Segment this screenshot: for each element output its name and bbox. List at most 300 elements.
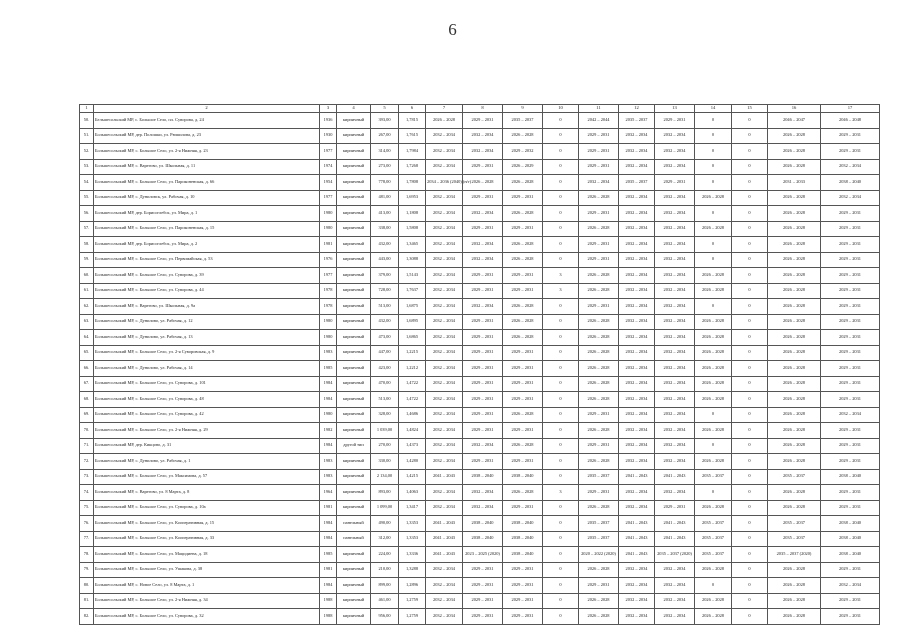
- table-cell: 65.: [80, 345, 94, 361]
- table-cell: 1,2212: [399, 361, 426, 377]
- table-cell: 2032 – 2034: [579, 175, 619, 191]
- table-cell: 0: [543, 392, 579, 408]
- address-cell: Большесольский МР, с. Большое Село, ул. Суворова, д. 101: [94, 376, 320, 392]
- table-cell: 1,2759: [399, 609, 426, 625]
- table-cell: 1982: [320, 423, 337, 439]
- table-cell: 2042 – 2044: [579, 113, 619, 129]
- table-cell: кирпичный: [337, 469, 371, 485]
- table-cell: 78.: [80, 547, 94, 563]
- table-cell: 267,00: [371, 128, 399, 144]
- table-cell: 2029 – 2031: [821, 314, 880, 330]
- table-cell: 2026 – 2028: [503, 314, 543, 330]
- table-cell: 2032 – 2034: [426, 314, 463, 330]
- table-row: [80, 190, 880, 206]
- table-cell: 0: [543, 578, 579, 594]
- table-cell: 2032 – 2034: [655, 609, 695, 625]
- table-cell: кирпичный: [337, 113, 371, 129]
- table-cell: 2029 – 2031: [579, 485, 619, 501]
- table-cell: 778,00: [371, 175, 399, 191]
- table-cell: 2032 – 2034: [655, 159, 695, 175]
- table-cell: 54.: [80, 175, 94, 191]
- table-cell: 1,4686: [399, 407, 426, 423]
- table-cell: 1984: [320, 392, 337, 408]
- table-cell: 447,00: [371, 345, 399, 361]
- table-cell: 2029 – 2031: [579, 438, 619, 454]
- table-row: [80, 144, 880, 160]
- table-cell: 2029 – 2031: [503, 454, 543, 470]
- table-cell: 2029 – 2031: [821, 500, 880, 516]
- table-cell: 2029 – 2031: [821, 237, 880, 253]
- address-cell: Большесольский МР, с. Большое Село, ул. Кооперативная, д. 33: [94, 531, 320, 547]
- table-cell: 328,00: [371, 407, 399, 423]
- table-cell: 2026 – 2028: [579, 423, 619, 439]
- table-cell: 0: [732, 237, 768, 253]
- table-cell: 0: [732, 330, 768, 346]
- table-cell: кирпичный: [337, 500, 371, 516]
- table-cell: кирпичный: [337, 144, 371, 160]
- address-cell: Большесольский МР, с. Большое Село, ул. Суворова, д. 44: [94, 283, 320, 299]
- table-cell: 68.: [80, 392, 94, 408]
- table-cell: 2026 – 2028: [579, 609, 619, 625]
- table-cell: 513,00: [371, 299, 399, 315]
- table-row: [80, 578, 880, 594]
- table-cell: 2029 – 2031: [821, 376, 880, 392]
- table-cell: 2032 – 2034: [821, 190, 880, 206]
- table-cell: 2032 – 2034: [619, 252, 655, 268]
- table-cell: 1984: [320, 438, 337, 454]
- table-row: [80, 531, 880, 547]
- table-cell: 379,00: [371, 268, 399, 284]
- address-cell: Большесольский МР, с. Большое Село, ул. Пароконенская, д. 66: [94, 175, 320, 191]
- table-cell: 1,6875: [399, 299, 426, 315]
- table-cell: 1,7815: [399, 113, 426, 129]
- address-cell: Большесольский МР, дер. Борисоглебск, ул. Мира, д. 1: [94, 206, 320, 222]
- table-cell: 2032 – 2034: [655, 392, 695, 408]
- table-cell: 2029 – 2031: [579, 159, 619, 175]
- table-cell: 2026 – 2028: [579, 314, 619, 330]
- table-cell: 2035 – 2037: [579, 516, 619, 532]
- table-cell: 2029 – 2031: [579, 237, 619, 253]
- table-cell: 2032 – 2034: [619, 500, 655, 516]
- table-cell: 1981: [320, 500, 337, 516]
- table-cell: 2026 – 2028: [503, 237, 543, 253]
- table-cell: 2026 – 2028: [768, 330, 821, 346]
- table-cell: 1,2896: [399, 578, 426, 594]
- address-cell: Большесольский МР, дер. Борисоглебск, ул. Мира, д. 2: [94, 237, 320, 253]
- table-cell: 2038 – 2040: [821, 469, 880, 485]
- table-cell: 2031 – 2033: [768, 175, 821, 191]
- table-cell: 2026 – 2028: [503, 252, 543, 268]
- table-row: [80, 392, 880, 408]
- table-cell: 1976: [320, 252, 337, 268]
- table-cell: 2029 – 2031: [463, 407, 503, 423]
- address-cell: Большесольский МР, с. Большое Село, ул. Максимова, д. 57: [94, 469, 320, 485]
- table-cell: 2029 – 2031: [821, 485, 880, 501]
- table-cell: 2026 – 2028: [695, 330, 732, 346]
- table-cell: 2029 – 2031: [463, 221, 503, 237]
- table-cell: 0: [543, 299, 579, 315]
- table-cell: 2032 – 2034: [619, 423, 655, 439]
- address-cell: Большесольский МР, с. Варегово, ул. Школьная, д. 11: [94, 159, 320, 175]
- table-cell: кирпичный: [337, 268, 371, 284]
- table-cell: 2032 – 2034: [426, 330, 463, 346]
- column-header: 2: [94, 105, 320, 113]
- column-header: 16: [768, 105, 821, 113]
- table-cell: 2026 – 2028: [768, 609, 821, 625]
- table-cell: 1980: [320, 407, 337, 423]
- table-cell: 2032 – 2034: [426, 361, 463, 377]
- column-header: 10: [543, 105, 579, 113]
- table-cell: 2029 – 2031: [579, 128, 619, 144]
- table-cell: 1,1808: [399, 206, 426, 222]
- table-cell: 273,00: [371, 159, 399, 175]
- table-row: [80, 268, 880, 284]
- table-cell: другой тип: [337, 438, 371, 454]
- table-cell: 0: [732, 361, 768, 377]
- table-cell: 2026 – 2028: [579, 221, 619, 237]
- table-cell: 2038 – 2040: [503, 469, 543, 485]
- address-cell: Большесольский МР, с. Большое Село, ул. Кооперативная, д. 15: [94, 516, 320, 532]
- table-cell: 0: [543, 500, 579, 516]
- table-cell: 2032 – 2034: [426, 578, 463, 594]
- table-cell: 1980: [320, 330, 337, 346]
- table-cell: 2032 – 2034: [619, 299, 655, 315]
- table-row: [80, 469, 880, 485]
- table-cell: 2026 – 2028: [768, 438, 821, 454]
- table-cell: 2032 – 2034: [619, 314, 655, 330]
- table-cell: 1984: [320, 516, 337, 532]
- table-row: [80, 283, 880, 299]
- table-cell: 2032 – 2034: [655, 345, 695, 361]
- table-cell: кирпичный: [337, 345, 371, 361]
- table-cell: 2032 – 2034: [619, 206, 655, 222]
- table-row: [80, 206, 880, 222]
- table-cell: 2032 – 2034: [619, 128, 655, 144]
- table-cell: 2032 – 2034: [655, 144, 695, 160]
- table-cell: 2035 – 2037 (2020): [768, 547, 821, 563]
- table-cell: 2026 – 2028: [579, 593, 619, 609]
- table-cell: 55.: [80, 190, 94, 206]
- table-cell: 481,00: [371, 190, 399, 206]
- table-cell: 0: [543, 206, 579, 222]
- table-cell: 1983: [320, 345, 337, 361]
- column-header: 12: [619, 105, 655, 113]
- housing-schedule-table: [79, 104, 880, 625]
- table-cell: кирпичный: [337, 330, 371, 346]
- table-cell: 2029 – 2031: [579, 578, 619, 594]
- table-cell: 74.: [80, 485, 94, 501]
- table-cell: кирпичный: [337, 547, 371, 563]
- table-cell: 513,00: [371, 392, 399, 408]
- table-cell: 2029 – 2031: [821, 361, 880, 377]
- column-header: 13: [655, 105, 695, 113]
- table-cell: 2041 – 2043: [426, 547, 463, 563]
- table-cell: 2029 – 2031: [463, 454, 503, 470]
- table-cell: 0: [732, 392, 768, 408]
- table-cell: 2026 – 2028: [579, 562, 619, 578]
- table-cell: 75.: [80, 500, 94, 516]
- table-cell: 2026 – 2028: [695, 376, 732, 392]
- table-cell: 393,00: [371, 113, 399, 129]
- table-cell: 2029 – 2031: [821, 283, 880, 299]
- table-cell: 2029 – 2031: [503, 500, 543, 516]
- table-cell: 728,00: [371, 283, 399, 299]
- table-cell: 2029 – 2031: [463, 159, 503, 175]
- table-cell: 2026 – 2028: [695, 314, 732, 330]
- table-cell: 1964: [320, 485, 337, 501]
- table-cell: 2035 – 2037: [579, 531, 619, 547]
- address-cell: Большесольский МР, с. Большое Село, ул. Первомайская, д. 53: [94, 252, 320, 268]
- table-cell: 2026 – 2028: [695, 345, 732, 361]
- table-cell: 461,00: [371, 593, 399, 609]
- table-row: [80, 438, 880, 454]
- table-cell: 2032 – 2034: [655, 190, 695, 206]
- table-cell: кирпичный: [337, 407, 371, 423]
- table-cell: 2041 – 2043: [619, 531, 655, 547]
- table-cell: 52.: [80, 144, 94, 160]
- table-cell: 2029 – 2031: [463, 268, 503, 284]
- table-row: [80, 299, 880, 315]
- table-cell: 0: [543, 547, 579, 563]
- table-cell: 2026 – 2029: [503, 159, 543, 175]
- table-cell: 57.: [80, 221, 94, 237]
- table-cell: 2038 – 2040: [463, 469, 503, 485]
- table-cell: 0: [732, 113, 768, 129]
- table-cell: 0: [543, 376, 579, 392]
- table-cell: 2029 – 2031: [463, 314, 503, 330]
- table-cell: 2032 – 2034: [426, 237, 463, 253]
- table-cell: 2032 – 2034: [619, 144, 655, 160]
- table-cell: 60.: [80, 268, 94, 284]
- column-header: 15: [732, 105, 768, 113]
- table-cell: 312,00: [371, 531, 399, 547]
- table-cell: 2026 – 2028: [579, 345, 619, 361]
- table-cell: 2038 – 2040: [463, 516, 503, 532]
- table-cell: 2029 – 2031: [463, 376, 503, 392]
- table-cell: 2029 – 2031: [463, 361, 503, 377]
- table-cell: 2032 – 2034: [426, 500, 463, 516]
- table-cell: 2026 – 2028: [768, 485, 821, 501]
- table-cell: 2026 – 2028: [768, 578, 821, 594]
- table-cell: 2035 – 2037: [619, 175, 655, 191]
- table-cell: 3: [543, 485, 579, 501]
- table-cell: 2026 – 2028: [768, 221, 821, 237]
- table-cell: 2035 – 2037: [619, 113, 655, 129]
- table-cell: 2032 – 2034: [426, 128, 463, 144]
- table-cell: 2029 – 2031: [503, 221, 543, 237]
- column-header: 4: [337, 105, 371, 113]
- table-cell: 2026 – 2028: [768, 562, 821, 578]
- table-cell: 2026 – 2028: [426, 113, 463, 129]
- table-cell: 0: [543, 531, 579, 547]
- table-cell: 1,2759: [399, 593, 426, 609]
- table-cell: 2026 – 2028: [503, 206, 543, 222]
- table-cell: 1,4063: [399, 485, 426, 501]
- table-cell: 2029 – 2031: [821, 268, 880, 284]
- table-cell: 2032 – 2034: [655, 562, 695, 578]
- table-cell: 2026 – 2028: [768, 454, 821, 470]
- table-cell: 50.: [80, 113, 94, 129]
- table-cell: кирпичный: [337, 159, 371, 175]
- table-cell: 2032 – 2034: [619, 237, 655, 253]
- table-cell: 1,3417: [399, 500, 426, 516]
- table-cell: 2029 – 2031: [503, 268, 543, 284]
- table-cell: 2026 – 2028: [768, 299, 821, 315]
- table-cell: 2029 – 2031: [579, 252, 619, 268]
- table-cell: 0: [543, 175, 579, 191]
- table-cell: 2032 – 2034: [655, 423, 695, 439]
- table-cell: 2032 – 2034: [619, 609, 655, 625]
- table-cell: 0: [695, 175, 732, 191]
- table-cell: 2038 – 2040: [821, 531, 880, 547]
- table-cell: 2026 – 2028: [463, 175, 503, 191]
- table-row: [80, 423, 880, 439]
- table-cell: 0: [543, 237, 579, 253]
- table-row: [80, 330, 880, 346]
- table-cell: 2029 – 2031: [503, 361, 543, 377]
- table-cell: 2032 – 2034: [426, 376, 463, 392]
- address-cell: Большесольский МР, с. Большое Село, ул. Пароконенская, д. 15: [94, 221, 320, 237]
- table-cell: 2032 – 2034: [619, 283, 655, 299]
- table-cell: 1,2215: [399, 345, 426, 361]
- table-cell: 2029 – 2032: [503, 144, 543, 160]
- table-cell: 2032 – 2034: [655, 578, 695, 594]
- table-cell: 2032 – 2034: [619, 361, 655, 377]
- table-cell: 0: [732, 268, 768, 284]
- table-cell: 1985: [320, 361, 337, 377]
- table-cell: 2029 – 2031: [579, 407, 619, 423]
- table-cell: 2035 – 2037: [579, 469, 619, 485]
- table-cell: 2032 – 2034: [619, 268, 655, 284]
- table-cell: 1,4824: [399, 423, 426, 439]
- table-cell: кирпичный: [337, 609, 371, 625]
- address-cell: Большесольский МР, с. Большое Село, ул. 2-я Нижняя, д. 29: [94, 423, 320, 439]
- table-cell: 0: [732, 190, 768, 206]
- table-cell: 2038 – 2040: [821, 547, 880, 563]
- table-cell: 2029 – 2031: [463, 593, 503, 609]
- table-cell: 2029 – 2031: [463, 423, 503, 439]
- table-cell: 0: [732, 299, 768, 315]
- table-cell: 2026 – 2028: [579, 500, 619, 516]
- address-cell: Большесольский МР, с. Большое Село, ул. Суворова, д. 39: [94, 268, 320, 284]
- address-cell: Большесольский МР, с. Большое Село, ул. Мацидиена, д. 18: [94, 547, 320, 563]
- table-cell: 82.: [80, 609, 94, 625]
- table-cell: 2026 – 2028: [695, 454, 732, 470]
- table-cell: 53.: [80, 159, 94, 175]
- table-row: [80, 175, 880, 191]
- table-cell: кирпичный: [337, 593, 371, 609]
- table-row: [80, 547, 880, 563]
- table-cell: 2032 – 2034: [619, 578, 655, 594]
- table-cell: 1981: [320, 237, 337, 253]
- table-cell: 77.: [80, 531, 94, 547]
- table-row: [80, 454, 880, 470]
- table-cell: 2026 – 2028: [503, 175, 543, 191]
- table-cell: 2032 – 2034: [619, 190, 655, 206]
- table-cell: 0: [732, 469, 768, 485]
- table-cell: 0: [543, 562, 579, 578]
- table-cell: 2046 – 2047: [768, 113, 821, 129]
- table-cell: 2026 – 2028: [579, 283, 619, 299]
- table-cell: 2032 – 2034: [821, 407, 880, 423]
- table-cell: 2026 – 2028: [503, 330, 543, 346]
- table-cell: 0: [543, 469, 579, 485]
- table-cell: 2041 – 2043: [655, 469, 695, 485]
- table-cell: 0: [732, 144, 768, 160]
- table-cell: 0: [732, 485, 768, 501]
- table-cell: 2032 – 2034: [655, 330, 695, 346]
- table-cell: 2026 – 2028: [695, 562, 732, 578]
- table-cell: 73.: [80, 469, 94, 485]
- table-cell: 0: [732, 314, 768, 330]
- column-header: 7: [426, 105, 463, 113]
- table-cell: 210,00: [371, 562, 399, 578]
- column-header: 6: [399, 105, 426, 113]
- table-cell: 2032 – 2034: [821, 578, 880, 594]
- table-cell: 2026 – 2028: [695, 392, 732, 408]
- table-cell: 2032 – 2034: [655, 376, 695, 392]
- table-cell: 2032 – 2034: [619, 159, 655, 175]
- table-header-row: [80, 105, 880, 113]
- table-row: [80, 361, 880, 377]
- table-cell: 0: [732, 500, 768, 516]
- table-cell: 2026 – 2028: [503, 438, 543, 454]
- column-header: 8: [463, 105, 503, 113]
- table-cell: 1,7637: [399, 283, 426, 299]
- table-cell: 2026 – 2028: [579, 376, 619, 392]
- table-cell: кирпичный: [337, 128, 371, 144]
- table-cell: 2032 – 2034: [821, 159, 880, 175]
- table-cell: 0: [695, 407, 732, 423]
- table-cell: 2041 – 2043: [426, 516, 463, 532]
- table-cell: 0: [732, 593, 768, 609]
- table-cell: 2032 – 2034: [619, 330, 655, 346]
- table-cell: 2026 – 2028: [768, 500, 821, 516]
- table-cell: 2046 – 2048: [821, 113, 880, 129]
- table-cell: 2032 – 2034: [655, 454, 695, 470]
- table-cell: 2032 – 2034: [619, 392, 655, 408]
- table-cell: 2029 – 2031: [579, 206, 619, 222]
- table-cell: 2029 – 2031: [821, 593, 880, 609]
- table-cell: 2029 – 2031: [503, 578, 543, 594]
- address-cell: Большесольский МР, с. Большое Село, ул. Суворова, д. 32: [94, 609, 320, 625]
- table-cell: кирпичный: [337, 578, 371, 594]
- table-cell: кирпичный: [337, 190, 371, 206]
- table-cell: 2032 – 2034: [463, 299, 503, 315]
- table-cell: 2 134,00: [371, 469, 399, 485]
- table-cell: 2026 – 2028: [768, 345, 821, 361]
- column-header: 17: [821, 105, 880, 113]
- table-cell: 0: [543, 361, 579, 377]
- table-cell: 2029 – 2031: [821, 128, 880, 144]
- table-cell: 1954: [320, 175, 337, 191]
- table-cell: 2026 – 2028: [768, 144, 821, 160]
- table-cell: 2032 – 2034: [655, 485, 695, 501]
- table-cell: кирпичный: [337, 454, 371, 470]
- table-cell: 81.: [80, 593, 94, 609]
- table-cell: 0: [732, 206, 768, 222]
- table-cell: кирпичный: [337, 485, 371, 501]
- table-cell: 1980: [320, 314, 337, 330]
- table-cell: 0: [543, 128, 579, 144]
- table-cell: 2029 – 2031: [463, 609, 503, 625]
- table-cell: 2041 – 2043: [655, 531, 695, 547]
- table-cell: 2032 – 2034: [655, 206, 695, 222]
- table-cell: 2026 – 2028: [579, 268, 619, 284]
- address-cell: Большесольский МР, с. Большое Село, ул. 2-я Нижняя, д. 34: [94, 593, 320, 609]
- table-row: [80, 407, 880, 423]
- table-cell: 2035 – 2037: [695, 547, 732, 563]
